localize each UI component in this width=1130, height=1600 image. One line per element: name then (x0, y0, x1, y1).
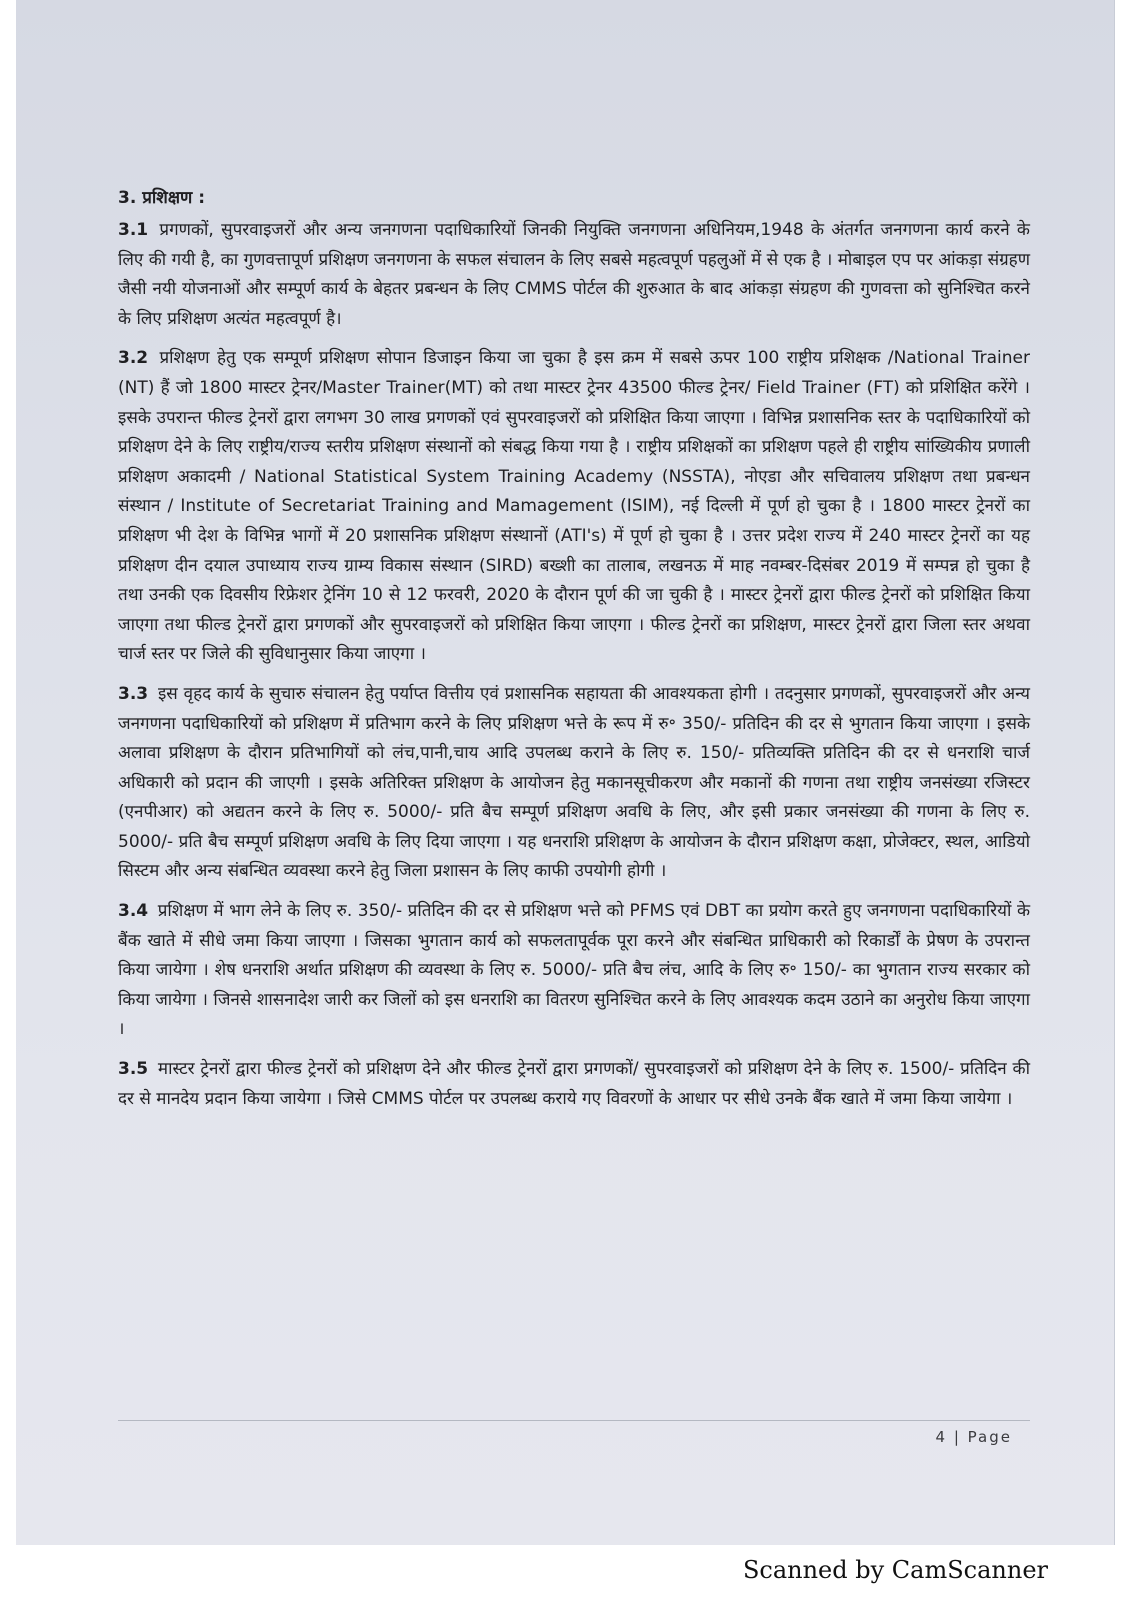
paragraph-number: 3.2 (118, 348, 149, 369)
paragraph-number: 3.4 (118, 901, 149, 922)
paragraph-number: 3.3 (118, 683, 149, 704)
paragraph-3-4 (118, 897, 1030, 1045)
footer-divider (118, 1420, 1030, 1421)
paragraph-3-1 (118, 216, 1030, 334)
section-heading: 3. प्रशिक्षण : (118, 188, 206, 208)
paragraph-3-5 (118, 1055, 1030, 1114)
paragraph-text: मास्टर ट्रेनरों द्वारा फील्ड ट्रेनरों को प्रशिक्षण देने और फील्ड ट्रेनरों द्वारा प्रगणकों/ सुपरवाइजरों को प्रशिक्षण देने के लिए रु. 1500/- प्रतिदिन की दर से मानदेय प्रदान किया जायेगा । जिसे CMMS पोर्टल पर उपलब्ध कराये गए विवरणों के आधार पर सीधे उनके बैंक खाते में जमा किया जायेगा । (118, 1059, 1030, 1109)
document-content (118, 186, 1030, 1124)
paragraph-3-3 (118, 680, 1030, 887)
paragraph-text: इस वृहद कार्य के सुचारु संचालन हेतु पर्याप्त वित्तीय एवं प्रशासनिक सहायता की आवश्यकता होगी । तदनुसार प्रगणकों, सुपरवाइजरों और अन्य जनगणना पदाधिकारियों को प्रशिक्षण में प्रतिभाग करने के लिए प्रशिक्षण भत्ते के रूप में रु॰ 350/- प्रतिदिन की दर से भुगतान किया जाएगा । इसके अलावा प्रशिक्षण के दौरान प्रतिभागियों को लंच,पानी,चाय आदि उपलब्ध कराने के लिए रु. 150/- प्रतिव्यक्ति प्रतिदिन की दर से धनराशि चार्ज अधिकारी को प्रदान की जाएगी । इसके अतिरिक्त प्रशिक्षण के आयोजन हेतु मकानसूचीकरण और मकानों की गणना तथा राष्ट्रीय जनसंख्या रजिस्टर (एनपीआर) को अद्यतन करने के लिए रु. 5000/- प्रति बैच सम्पूर्ण प्रशिक्षण अवधि के लिए, और इसी प्रकार जनसंख्या की गणना के लिए रु. 5000/- प्रति बैच सम्पूर्ण प्रशिक्षण अवधि के लिए दिया जाएगा । यह धनराशि प्रशिक्षण के आयोजन के दौरान प्रशिक्षण कक्षा, प्रोजेक्टर, स्थल, आडियो सिस्टम और अन्य संबन्धित व्यवस्था करने हेतु जिला प्रशासन के लिए काफी उपयोगी होगी । (118, 683, 1030, 882)
paragraph-number: 3.1 (118, 220, 149, 240)
paragraph-text: प्रशिक्षण में भाग लेने के लिए रु. 350/- प्रतिदिन की दर से प्रशिक्षण भत्ते को PFMS एवं DBT का प्रयोग करते हुए जनगणना पदाधिकारियों के बैंक खाते में सीधे जमा किया जाएगा । जिसका भुगतान कार्य को सफलतापूर्वक पूरा करने और संबन्धित प्राधिकारी को रिकार्डों के प्रेषण के उपरान्त किया जायेगा । शेष धनराशि अर्थात प्रशिक्षण की व्यवस्था के लिए रु. 5000/- प्रति बैच लंच, आदि के लिए रु॰ 150/- का भुगतान राज्य सरकार को किया जायेगा । जिनसे शासनादेश जारी कर जिलों को इस धनराशि का वितरण सुनिश्चित करने के लिए आवश्यक कदम उठाने का अनुरोध किया जाएगा । (118, 901, 1031, 1040)
paragraph-3-2 (118, 344, 1030, 670)
paragraph-text: प्रशिक्षण हेतु एक सम्पूर्ण प्रशिक्षण सोपान डिजाइन किया जा चुका है इस क्रम में सबसे ऊपर 100 राष्ट्रीय प्रशिक्षक /National Trainer (NT) हैं जो 1800 मास्टर ट्रेनर/Master Trainer(MT) को तथा मास्टर ट्रेनर 43500 फील्ड ट्रेनर/ Field Trainer (FT) को प्रशिक्षित करेंगे । इसके उपरान्त फील्ड ट्रेनरों द्वारा लगभग 30 लाख प्रगणकों एवं सुपरवाइजरों को प्रशिक्षित किया जाएगा । विभिन्न प्रशासनिक स्तर के पदाधिकारियों को प्रशिक्षण देने के लिए राष्ट्रीय/राज्य स्तरीय प्रशिक्षण संस्थानों को संबद्ध किया गया है । राष्ट्रीय प्रशिक्षकों का प्रशिक्षण पहले ही राष्ट्रीय सांख्यिकीय प्रणाली प्रशिक्षण अकादमी / National Statistical System Training Academy (NSSTA), नोएडा और सचिवालय प्रशिक्षण तथा प्रबन्धन संस्थान / Institute of Secretariat Training and Mamagement (ISIM), नई दिल्ली में पूर्ण हो चुका है । 1800 मास्टर ट्रेनरों का प्रशिक्षण भी देश के विभिन्न भागों में 20 प्रशासनिक प्रशिक्षण संस्थानों (ATI's) में पूर्ण हो चुका है । उत्तर प्रदेश राज्य में 240 मास्टर ट्रेनरों का यह प्रशिक्षण दीन दयाल उपाध्याय राज्य ग्राम्य विकास संस्थान (SIRD) बख्शी का तालाब, लखनऊ में माह नवम्बर-दिसंबर 2019 में सम्पन्न हो चुका है तथा उनकी एक दिवसीय रिफ्रेशर ट्रेनिंग 10 से 12 फरवरी, 2020 के दौरान पूर्ण की जा चुकी है । मास्टर ट्रेनरों द्वारा फील्ड ट्रेनरों को प्रशिक्षित किया जाएगा तथा फील्ड ट्रेनरों द्वारा प्रगणकों और सुपरवाइजरों को प्रशिक्षित किया जाएगा । फील्ड ट्रेनरों का प्रशिक्षण, मास्टर ट्रेनरों द्वारा जिला स्तर अथवा चार्ज स्तर पर जिले की सुविधानुसार किया जाएगा । (118, 348, 1030, 665)
paragraph-text: प्रगणकों, सुपरवाइजरों और अन्य जनगणना पदाधिकारियों जिनकी नियुक्ति जनगणना अधिनियम,1948 के अंतर्गत जनगणना कार्य करने के लिए की गयी है, का गुणवत्तापूर्ण प्रशिक्षण जनगणना के सफल संचालन के लिए सबसे महत्वपूर्ण पहलुओं में से एक है । मोबाइल एप पर आंकड़ा संग्रहण जैसी नयी योजनाओं और सम्पूर्ण कार्य के बेहतर प्रबन्धन के लिए CMMS पोर्टल की शुरुआत के बाद आंकड़ा संग्रहण की गुणवत्ता को सुनिश्चित करने के लिए प्रशिक्षण अत्यंत महत्वपूर्ण है। (118, 220, 1030, 329)
scanner-watermark: Scanned by CamScanner (742, 1556, 1048, 1584)
page-number: 4 | Page (935, 1428, 1012, 1446)
paragraph-number: 3.5 (118, 1059, 149, 1080)
